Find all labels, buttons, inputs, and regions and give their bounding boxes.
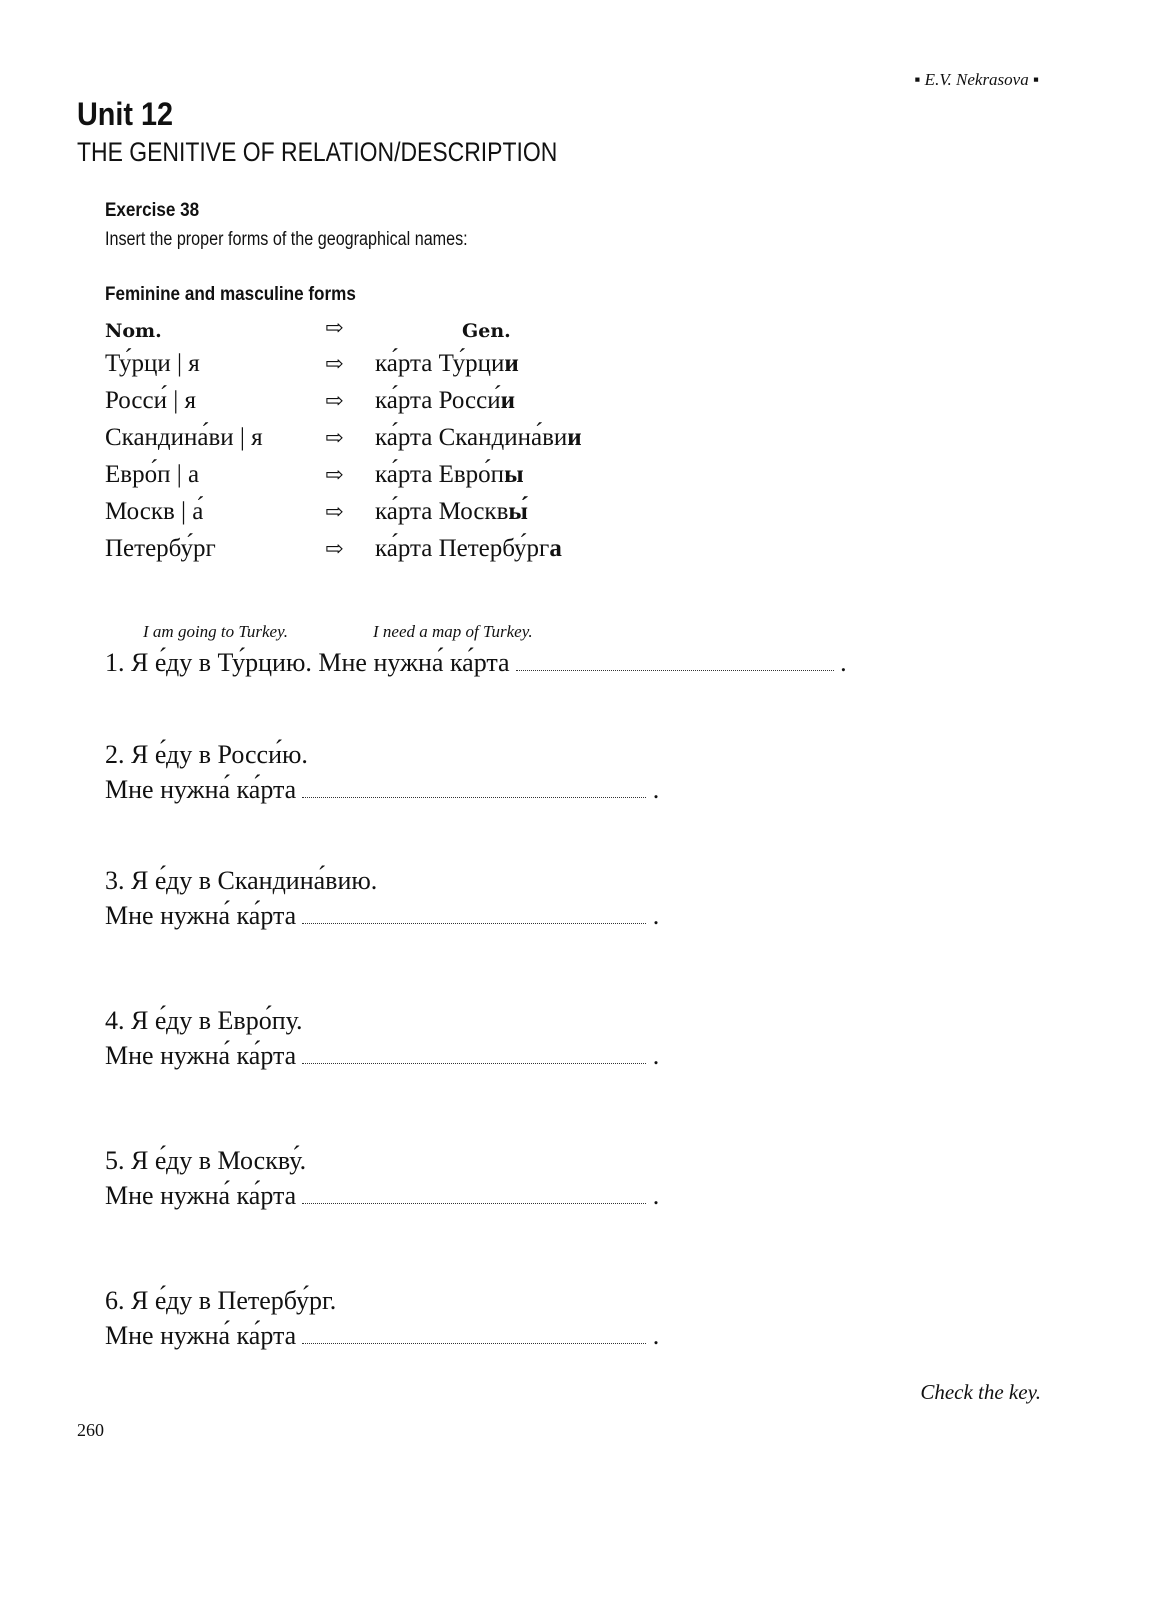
answer-blank[interactable] — [302, 1062, 646, 1064]
arrow-icon: ⇨ — [325, 316, 344, 341]
sentence-period: . — [652, 1181, 660, 1210]
sentence-answer-line — [105, 775, 659, 805]
answer-blank[interactable] — [302, 1342, 646, 1344]
genitive-ending: и — [504, 350, 519, 377]
sentence-text: 4. Я е́ду в Евро́пу. — [105, 1006, 303, 1035]
genitive-form — [375, 535, 562, 563]
nominative-form: Росси́ | я — [105, 387, 196, 414]
answer-blank[interactable] — [302, 796, 646, 798]
sentence-answer-line — [105, 1181, 659, 1211]
sentence-text: 6. Я е́ду в Петербу́рг. — [105, 1286, 337, 1315]
arrow-icon: ⇨ — [325, 463, 344, 488]
genitive-stem: ка́рта Скандина́ви — [375, 424, 568, 451]
genitive-form — [375, 498, 528, 526]
arrow-icon: ⇨ — [325, 426, 344, 451]
translation-2: I need a map of Turkey. — [373, 622, 533, 641]
arrow-icon: ⇨ — [325, 500, 344, 525]
genitive-stem: ка́рта Петербу́рг — [375, 535, 550, 562]
page-number: 260 — [77, 1420, 104, 1440]
sentence-period: . — [652, 1321, 660, 1350]
sentence-period: . — [652, 775, 660, 804]
nominative-form: Петербу́рг — [105, 535, 216, 562]
exercise-title: Exercise 38 — [105, 200, 200, 221]
sentence-period: . — [652, 901, 660, 930]
sentence-answer-line — [105, 1321, 659, 1351]
genitive-ending: а — [549, 535, 562, 562]
exercise-instruction: Insert the proper forms of the geographical names: — [105, 229, 468, 250]
answer-prompt: Мне нужна́ ка́рта — [105, 901, 297, 930]
arrow-icon: ⇨ — [325, 389, 344, 414]
nominative-form: Евро́п | а — [105, 461, 200, 488]
nominative-form: Скандина́ви | я — [105, 424, 263, 451]
sentence-text: 3. Я е́ду в Скандина́вию. — [105, 866, 378, 895]
genitive-form — [375, 350, 519, 378]
genitive-stem: ка́рта Москв — [375, 498, 509, 525]
sentence-answer-line — [105, 901, 659, 931]
nominative-form: Москв | а́ — [105, 498, 204, 525]
genitive-stem: ка́рта Ту́рци — [375, 350, 505, 377]
sentence-text: 2. Я е́ду в Росси́ю. — [105, 740, 308, 769]
genitive-stem: ка́рта Росси́ — [375, 387, 501, 414]
column-header-nom: Nom. — [105, 320, 162, 342]
running-header-author: ▪ E.V. Nekrasova ▪ — [914, 70, 1039, 89]
sentence-answer-line — [105, 1041, 659, 1071]
sentence-text: 5. Я е́ду в Москву́. — [105, 1146, 307, 1175]
genitive-ending: и — [567, 424, 582, 451]
arrow-icon: ⇨ — [325, 352, 344, 377]
answer-prompt: Мне нужна́ ка́рта — [105, 1321, 297, 1350]
answer-prompt: Мне нужна́ ка́рта — [105, 1181, 297, 1210]
sentence-text: 1. Я е́ду в Ту́рцию. Мне нужна́ ка́рта — [105, 648, 510, 677]
sentence-period: . — [652, 1041, 660, 1070]
sentence-item — [105, 648, 847, 678]
check-key-note: Check the key. — [920, 1380, 1041, 1404]
genitive-ending: ы — [504, 461, 524, 488]
arrow-icon: ⇨ — [325, 537, 344, 562]
genitive-form — [375, 461, 524, 489]
unit-subtitle: THE GENITIVE OF RELATION/DESCRIPTION — [77, 137, 558, 167]
sentence-period: . — [840, 648, 847, 677]
genitive-form — [375, 387, 515, 415]
nominative-form: Ту́рци | я — [105, 350, 200, 377]
genitive-stem: ка́рта Евро́п — [375, 461, 505, 488]
answer-blank[interactable] — [302, 922, 646, 924]
answer-prompt: Мне нужна́ ка́рта — [105, 775, 297, 804]
answer-prompt: Мне нужна́ ка́рта — [105, 1041, 297, 1070]
genitive-form — [375, 424, 582, 452]
section-heading: Feminine and masculine forms — [105, 284, 356, 305]
unit-title: Unit 12 — [77, 96, 174, 132]
column-header-gen: Gen. — [462, 320, 511, 342]
genitive-ending: ы́ — [508, 498, 528, 525]
genitive-ending: и — [500, 387, 515, 414]
answer-blank[interactable] — [302, 1202, 646, 1204]
translation-1: I am going to Turkey. — [143, 622, 288, 641]
answer-blank[interactable] — [516, 669, 834, 671]
